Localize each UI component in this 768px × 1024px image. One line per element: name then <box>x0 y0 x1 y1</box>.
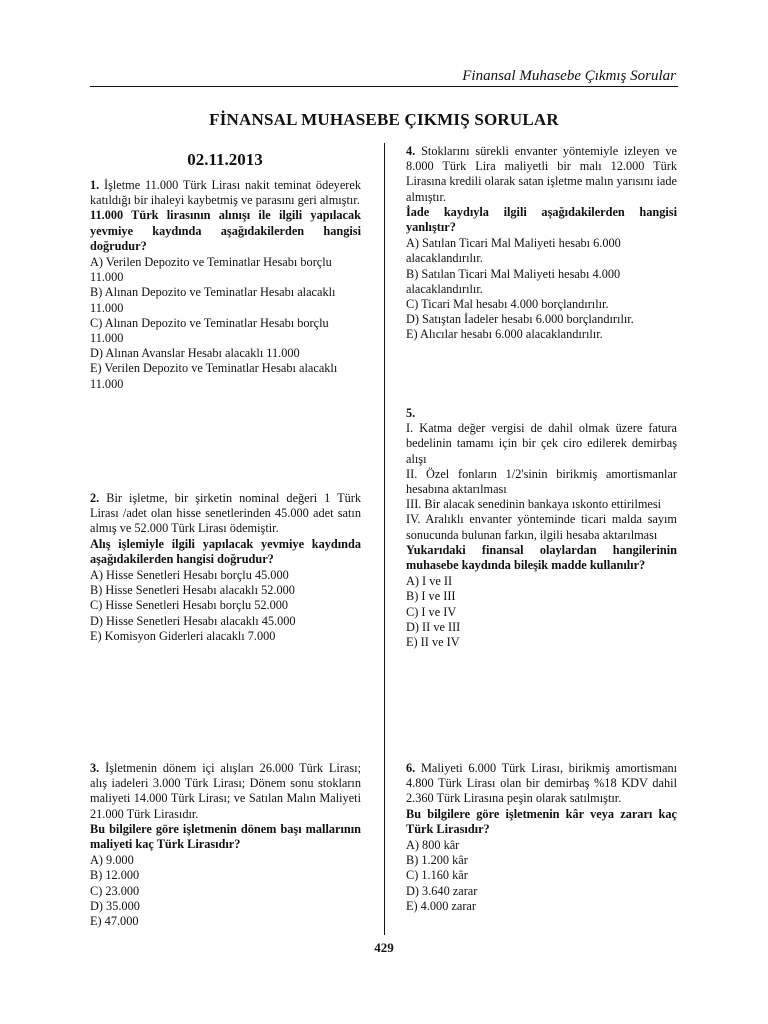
question-2 <box>90 491 361 644</box>
option-b: B) Alınan Depozito ve Teminatlar Hesabı alacaklı 11.000 <box>90 285 336 315</box>
question-6 <box>406 761 677 914</box>
option-d: D) 35.000 <box>90 898 140 913</box>
page-title: FİNANSAL MUHASEBE ÇIKMIŞ SORULAR <box>209 110 559 129</box>
option-d: D) Hisse Senetleri Hesabı alacaklı 45.000 <box>90 613 296 628</box>
question-5 <box>406 406 677 650</box>
option-c: C) Alınan Depozito ve Teminatlar Hesabı borçlu 11.000 <box>90 315 329 346</box>
question-5-prompt: Yukarıdaki finansal olaylardan hangilerinin muhasebe kaydında bileşik madde kullanılır? <box>406 542 677 573</box>
option-c: C) 1.160 kâr <box>406 868 468 883</box>
option-a: A) I ve II <box>406 574 453 589</box>
question-5-number-line <box>406 406 677 421</box>
header-rule <box>90 86 678 87</box>
option-a: A) 800 kâr <box>406 838 460 853</box>
question-5-number: 5. <box>406 406 416 420</box>
option-c: C) Ticari Mal hesabı 4.000 borçlandırılır. <box>406 297 609 312</box>
option-e: E) 4.000 zarar <box>406 898 476 913</box>
option-a: A) Verilen Depozito ve Teminatlar Hesabı borçlu 11.000 <box>90 255 332 285</box>
option-b: B) 12.000 <box>90 868 140 883</box>
option-e: E) Verilen Depozito ve Teminatlar Hesabı alacaklı 11.000 <box>90 361 338 391</box>
question-4-prompt: İade kaydıyla ilgili aşağıdakilerden hangisi yanlıştır? <box>406 204 677 235</box>
option-b: B) I ve III <box>406 589 456 604</box>
question-4 <box>406 144 677 343</box>
statement-iv: IV. Aralıklı envanter yönteminde ticari malda sayım sonucunda bulunan farkın, ilgili hesaba aktarılması <box>406 512 677 542</box>
statement-ii: II. Özel fonların 1/2'sinin birikmiş amortismanlar hesabına aktarılması <box>406 466 677 497</box>
option-d: D) 3.640 zarar <box>406 883 478 898</box>
option-e: E) 47.000 <box>90 914 139 929</box>
question-1-prompt: 11.000 Türk lirasının alınışı ile ilgili yapılacak yevmiye kaydında aşağıdakilerden hangisi doğrudur? <box>90 208 361 253</box>
option-d: D) II ve III <box>406 619 461 634</box>
option-d: D) Satıştan İadeler hesabı 6.000 borçlandırılır. <box>406 312 634 327</box>
question-1-stem: 1. İşletme 11.000 Türk Lirası nakit teminat ödeyerek katıldığı bir ihaleyi kaybetmiş ve parasını geri almıştır. <box>90 178 361 208</box>
option-b: B) Satılan Ticari Mal Maliyeti hesabı 4.000 alacaklandırılır. <box>406 266 621 296</box>
question-2-stem: 2. Bir işletme, bir şirketin nominal değeri 1 Türk Lirası /adet olan hisse senetlerinden 45.000 adet satın almış ve 52.000 Türk Lirası ödemiştir. <box>90 491 361 536</box>
option-b: B) 1.200 kâr <box>406 853 468 868</box>
question-1-number: 1. <box>90 178 100 192</box>
question-4-number: 4. <box>406 144 416 158</box>
question-1 <box>90 178 361 392</box>
option-c: C) Hisse Senetleri Hesabı borçlu 52.000 <box>90 598 289 613</box>
question-6-options <box>406 838 677 914</box>
question-3-number: 3. <box>90 761 100 775</box>
column-divider <box>384 143 385 935</box>
question-2-prompt: Alış işlemiyle ilgili yapılacak yevmiye kaydında aşağıdakilerden hangisi doğrudur? <box>90 536 361 566</box>
question-4-stem: 4. Stoklarını sürekli envanter yöntemiyle izleyen ve 8.000 Türk Lira maliyetli bir malı 12.000 Türk Lirasına kredili olarak satan işletme malın yarısını iade almıştır. <box>406 144 678 204</box>
option-e: E) II ve IV <box>406 635 460 650</box>
option-c: C) 23.000 <box>90 883 140 898</box>
running-header-title: Finansal Muhasebe Çıkmış Sorular <box>462 68 676 84</box>
question-4-options <box>406 236 677 342</box>
exam-date-heading: 02.11.2013 <box>187 150 263 169</box>
option-a: A) Hisse Senetleri Hesabı borçlu 45.000 <box>90 568 289 583</box>
page-number: 429 <box>374 940 394 955</box>
question-5-options <box>406 574 677 650</box>
question-3-prompt: Bu bilgilere göre işletmenin dönem başı mallarının maliyeti kaç Türk Lirasıdır? <box>90 821 361 852</box>
option-e: E) Komisyon Giderleri alacaklı 7.000 <box>90 628 276 643</box>
statement-i: I. Katma değer vergisi de dahil olmak üzere fatura bedelinin tamamı için bir çek ciro edilerek demirbaş alışı <box>406 421 677 466</box>
option-d: D) Alınan Avanslar Hesabı alacaklı 11.000 <box>90 346 300 361</box>
question-6-number: 6. <box>406 761 416 775</box>
option-c: C) I ve IV <box>406 604 457 619</box>
question-3 <box>90 761 361 929</box>
option-a: A) Satılan Ticari Mal Maliyeti hesabı 6.000 alacaklandırılır. <box>406 236 621 266</box>
question-3-options <box>90 853 361 929</box>
option-a: A) 9.000 <box>90 853 134 868</box>
question-1-options <box>90 255 361 392</box>
question-6-stem: 6. Maliyeti 6.000 Türk Lirası, birikmiş amortismanı 4.800 Türk Lirası olan bir demirbaş %18 KDV dahil 2.360 Türk Lirasına peşin olarak satılmıştır. <box>406 761 678 806</box>
question-2-options <box>90 568 361 644</box>
option-e: E) Alıcılar hesabı 6.000 alacaklandırılır. <box>406 327 603 342</box>
option-b: B) Hisse Senetleri Hesabı alacaklı 52.000 <box>90 583 295 598</box>
statement-iii: III. Bir alacak senedinin bankaya ıskonto ettirilmesi <box>406 497 662 512</box>
question-6-prompt: Bu bilgilere göre işletmenin kâr veya zararı kaç Türk Lirasıdır? <box>406 806 677 836</box>
question-2-number: 2. <box>90 491 100 505</box>
question-3-stem: 3. İşletmenin dönem içi alışları 26.000 Türk Lirası; alış iadeleri 3.000 Türk Lirası; Dönem sonu stokların maliyeti 14.000 Türk Lirası; ve Satılan Malın Maliyeti 21.000 Türk Lirasıdır. <box>90 761 362 821</box>
